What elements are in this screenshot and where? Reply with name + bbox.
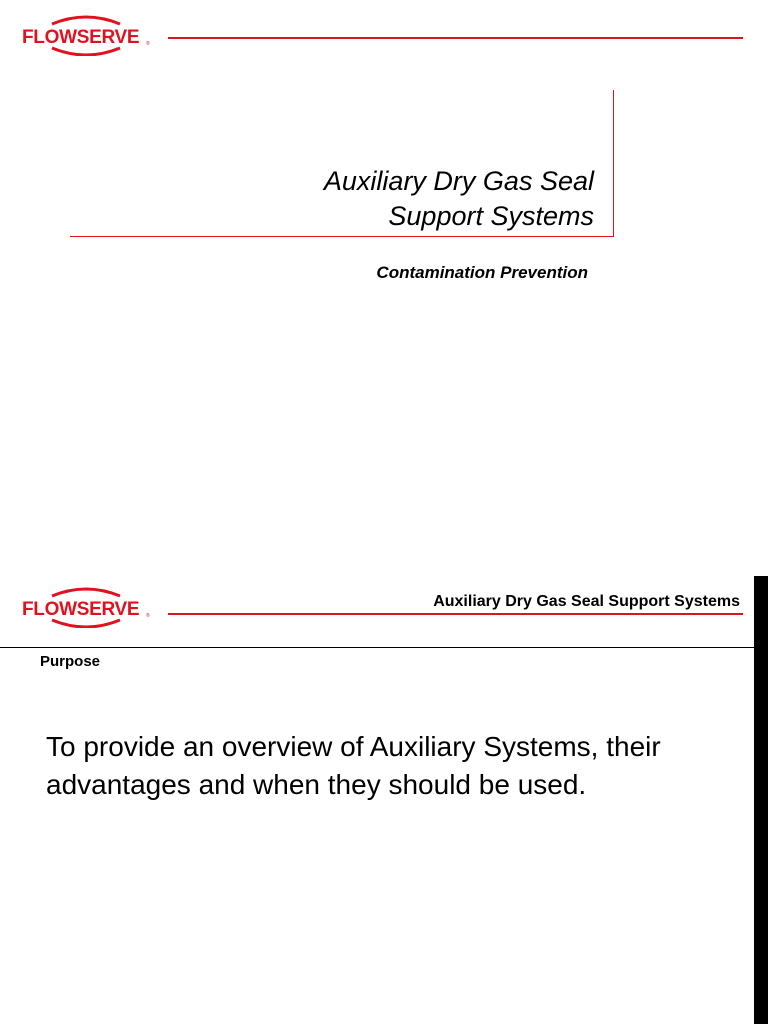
flowserve-logo	[22, 584, 150, 628]
body-text: To provide an overview of Auxiliary Systems, their advantages and when they should be used.	[46, 731, 661, 800]
registered-mark: ®	[146, 613, 150, 619]
title-frame-horizontal	[70, 236, 614, 237]
header-rule	[168, 613, 743, 615]
header-title: Auxiliary Dry Gas Seal Support Systems	[433, 593, 740, 610]
title-frame-vertical	[613, 90, 614, 237]
title-line-2: Support Systems	[388, 201, 594, 231]
title-line-1: Auxiliary Dry Gas Seal	[323, 166, 594, 196]
content-slide	[0, 568, 768, 1024]
flowserve-logo	[22, 12, 150, 56]
slide-subtitle: Contamination Prevention	[376, 263, 588, 282]
header-rule	[168, 37, 743, 39]
header-divider	[0, 647, 754, 648]
section-label: Purpose	[40, 653, 101, 670]
right-edge-bar	[754, 576, 768, 1024]
logo-text: FLOWSERVE	[22, 599, 140, 620]
registered-mark: ®	[146, 41, 150, 47]
slide-title	[324, 164, 594, 234]
logo-text: FLOWSERVE	[22, 27, 140, 48]
